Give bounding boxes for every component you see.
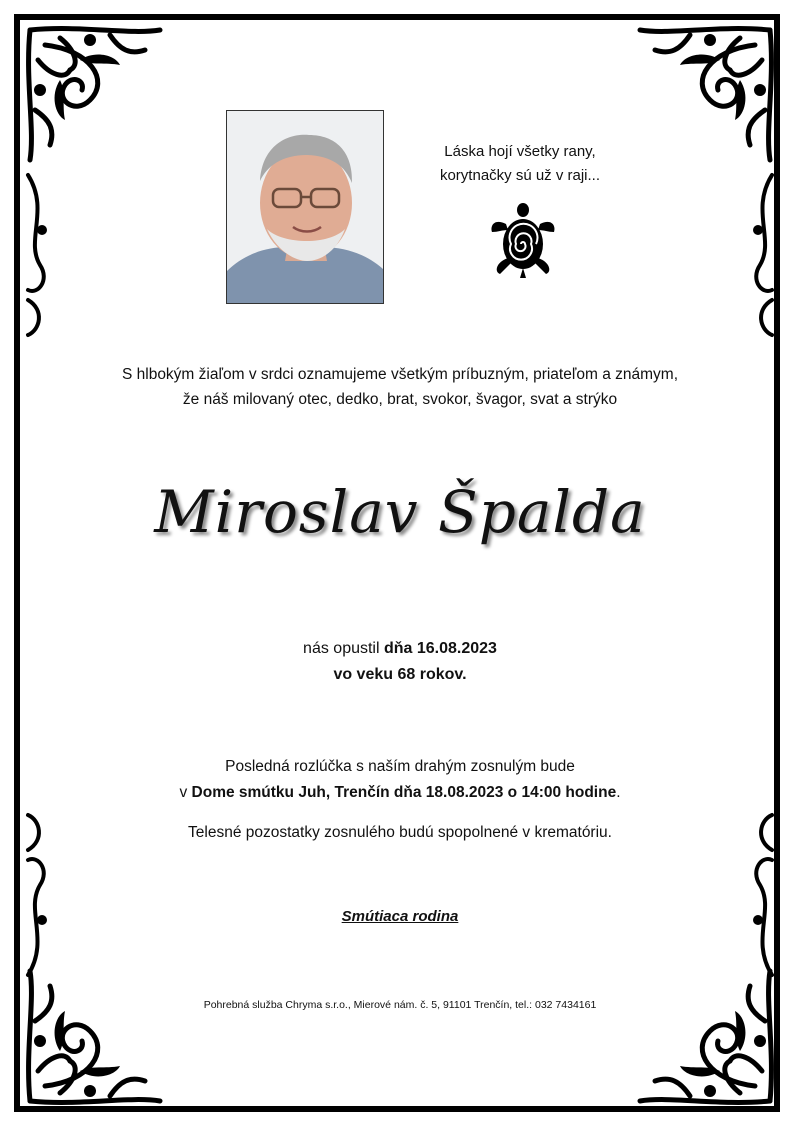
side-flourish-icon [740, 170, 780, 340]
funeral-info [60, 754, 740, 806]
side-flourish-icon [20, 170, 60, 340]
portrait-photo [226, 110, 384, 304]
death-info [60, 636, 740, 688]
funeral-line-2-prefix: v [179, 784, 192, 801]
funeral-line-1: Posledná rozlúčka s naším drahým zosnulým bude [225, 758, 575, 775]
death-date-line [60, 636, 740, 662]
corner-flourish-icon [630, 20, 780, 170]
family-signature: Smútiaca rodina [341, 908, 459, 925]
motto-line-1: Láska hojí všetky rany, [444, 143, 596, 160]
side-flourish-icon [20, 810, 60, 980]
intro-line-1: S hlbokým žiaľom v srdci oznamujeme všetkým príbuzným, priateľom a známym, [121, 366, 679, 383]
death-age-text: vo veku 68 rokov. [333, 666, 467, 683]
motto [420, 140, 620, 188]
funeral-line-2 [60, 780, 740, 806]
obituary-frame [14, 14, 780, 1112]
side-flourish-icon [740, 810, 780, 980]
funeral-line-2-suffix: . [616, 784, 621, 801]
funeral-location-date: Dome smútku Juh, Trenčín dňa 18.08.2023 o 14:00 hodine [191, 784, 617, 801]
death-prefix: nás opustil [303, 640, 384, 657]
deceased-name: Miroslav Špalda [154, 478, 646, 546]
motto-line-2: korytnačky sú už v raji... [439, 167, 601, 184]
remains-note: Telesné pozostatky zosnulého budú spopolnené v krematóriu. [188, 824, 612, 841]
portrait-figure [227, 111, 384, 304]
turtle-icon [488, 202, 558, 278]
corner-flourish-icon [20, 961, 170, 1111]
announcement-intro [60, 362, 740, 412]
funeral-service-footer: Pohrebná služba Chryma s.r.o., Mierové nám. č. 5, 91101 Trenčín, tel.: 032 7434161 [203, 999, 597, 1011]
death-age [60, 662, 740, 688]
corner-flourish-icon [20, 20, 170, 170]
death-date: dňa 16.08.2023 [383, 640, 497, 657]
corner-flourish-icon [630, 961, 780, 1111]
intro-line-2: že náš milovaný otec, dedko, brat, svokor, švagor, svat a strýko [182, 391, 618, 408]
